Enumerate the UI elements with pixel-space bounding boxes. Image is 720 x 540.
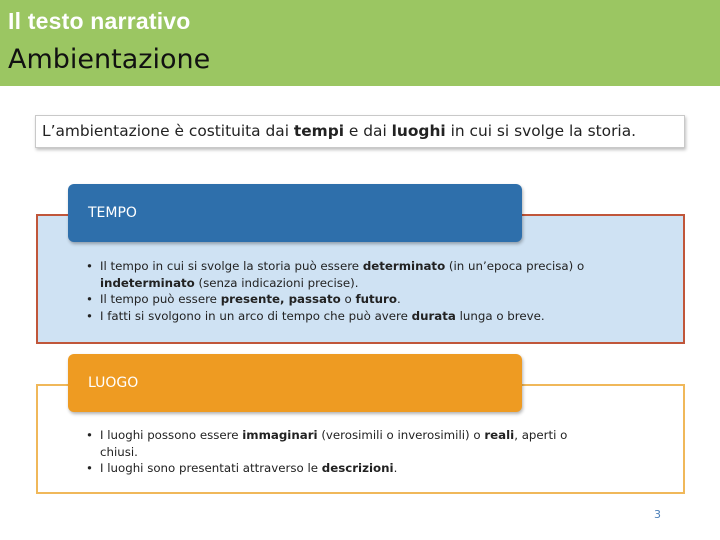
bullet-icon: • <box>86 259 93 273</box>
luogo-bullet-list <box>86 427 606 477</box>
bullet-text: (senza indicazioni precise). <box>194 275 359 290</box>
bullet-text: , aperti o chiusi. <box>100 428 568 459</box>
list-item <box>86 460 606 477</box>
list-item <box>86 258 646 291</box>
bullet-bold: durata <box>411 308 456 323</box>
bullet-text: . <box>396 292 401 306</box>
bullet-text: o <box>340 292 356 306</box>
slide-header <box>0 0 720 86</box>
bullet-text: . <box>393 461 398 475</box>
list-item <box>86 427 606 460</box>
list-item <box>86 291 646 308</box>
intro-text: in cui si svolge la storia. <box>445 122 637 140</box>
bullet-icon: • <box>86 428 93 442</box>
list-item <box>86 308 646 325</box>
bullet-text: I luoghi possono essere <box>100 428 243 442</box>
bullet-icon: • <box>86 461 93 475</box>
slide-subtitle: Ambientazione <box>8 44 211 75</box>
slide-title: Il testo narrativo <box>8 8 191 34</box>
bullet-icon: • <box>86 308 93 323</box>
page-number: 3 <box>654 508 661 521</box>
bullet-text: Il tempo in cui si svolge la storia può essere <box>100 259 363 273</box>
bullet-text: lunga o breve. <box>455 308 545 323</box>
bullet-bold: reali <box>484 428 515 442</box>
bullet-bold: futuro <box>355 292 397 306</box>
intro-text: L’ambientazione è costituita dai <box>42 122 294 140</box>
bullet-text: Il tempo può essere <box>100 292 221 306</box>
bullet-text: I fatti si svolgono in un arco di tempo che può avere <box>100 308 412 323</box>
intro-bold-luoghi: luoghi <box>391 122 446 140</box>
bullet-bold: indeterminato <box>100 275 195 290</box>
tempo-header: TEMPO <box>68 184 522 242</box>
intro-text: e dai <box>344 122 392 140</box>
luogo-header: LUOGO <box>68 354 522 412</box>
bullet-icon: • <box>86 292 93 306</box>
intro-bold-tempi: tempi <box>293 122 344 140</box>
bullet-text: I luoghi sono presentati attraverso le <box>100 461 322 475</box>
bullet-bold: determinato <box>362 259 446 273</box>
bullet-bold: immaginari <box>242 428 318 442</box>
bullet-bold: presente, passato <box>220 292 341 306</box>
bullet-bold: descrizioni <box>321 461 394 475</box>
intro-box <box>35 115 685 148</box>
bullet-text: (verosimili o inverosimili) o <box>317 428 485 442</box>
tempo-bullet-list <box>86 258 646 324</box>
bullet-text: (in un’epoca precisa) o <box>445 259 585 273</box>
